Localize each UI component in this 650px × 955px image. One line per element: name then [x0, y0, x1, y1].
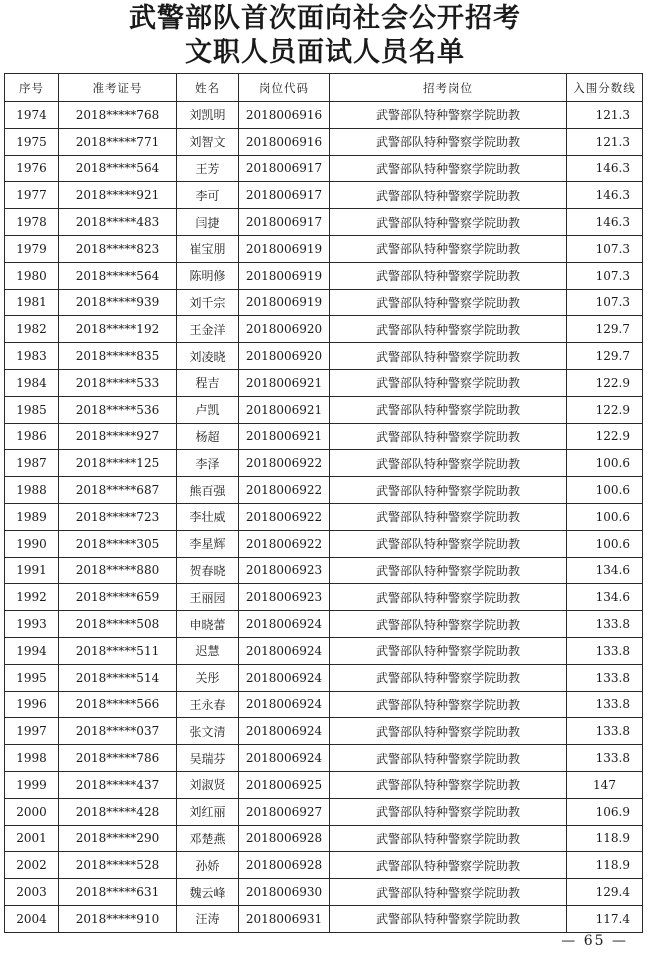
cell-seq: 1976	[5, 155, 59, 182]
cell-name: 王丽园	[177, 584, 239, 611]
cell-name: 熊百强	[177, 477, 239, 504]
header-position-code: 岗位代码	[239, 74, 330, 102]
cell-position: 武警部队特种警察学院助教	[330, 262, 567, 289]
cell-position: 武警部队特种警察学院助教	[330, 423, 567, 450]
cell-exam-no: 2018*****536	[59, 396, 177, 423]
cell-score: 146.3	[567, 182, 643, 209]
cell-position-code: 2018006921	[239, 396, 330, 423]
cell-position-code: 2018006922	[239, 477, 330, 504]
cell-position-code: 2018006922	[239, 530, 330, 557]
table-row	[5, 530, 643, 557]
cell-position-code: 2018006920	[239, 343, 330, 370]
cell-name: 李星辉	[177, 530, 239, 557]
cell-position: 武警部队特种警察学院助教	[330, 209, 567, 236]
cell-position-code: 2018006916	[239, 128, 330, 155]
cell-position-code: 2018006928	[239, 825, 330, 852]
cell-name: 魏云峰	[177, 879, 239, 906]
cell-seq: 1974	[5, 102, 59, 129]
cell-seq: 1996	[5, 691, 59, 718]
cell-name: 刘千宗	[177, 289, 239, 316]
cell-position: 武警部队特种警察学院助教	[330, 825, 567, 852]
table-row	[5, 879, 643, 906]
cell-name: 崔宝朋	[177, 235, 239, 262]
page-number: — 65 —	[561, 933, 628, 949]
cell-position-code: 2018006931	[239, 905, 330, 932]
cell-position-code: 2018006917	[239, 155, 330, 182]
cell-score: 107.3	[567, 262, 643, 289]
cell-score: 146.3	[567, 209, 643, 236]
cell-position-code: 2018006924	[239, 745, 330, 772]
cell-exam-no: 2018*****771	[59, 128, 177, 155]
header-seq: 序号	[5, 74, 59, 102]
cell-position: 武警部队特种警察学院助教	[330, 745, 567, 772]
cell-seq: 1997	[5, 718, 59, 745]
cell-exam-no: 2018*****910	[59, 905, 177, 932]
table-row	[5, 396, 643, 423]
cell-name: 刘凌晓	[177, 343, 239, 370]
cell-exam-no: 2018*****723	[59, 503, 177, 530]
cell-name: 吴瑞芬	[177, 745, 239, 772]
cell-position-code: 2018006919	[239, 289, 330, 316]
cell-position-code: 2018006925	[239, 771, 330, 798]
cell-score: 133.8	[567, 745, 643, 772]
cell-score: 106.9	[567, 798, 643, 825]
cell-exam-no: 2018*****528	[59, 852, 177, 879]
cell-name: 李壮威	[177, 503, 239, 530]
cell-position: 武警部队特种警察学院助教	[330, 503, 567, 530]
cell-score: 147	[567, 771, 643, 798]
cell-name: 陈明修	[177, 262, 239, 289]
cell-seq: 1993	[5, 611, 59, 638]
cell-score: 100.6	[567, 450, 643, 477]
cell-seq: 1980	[5, 262, 59, 289]
cell-seq: 2002	[5, 852, 59, 879]
table-row	[5, 343, 643, 370]
cell-position-code: 2018006921	[239, 423, 330, 450]
cell-position-code: 2018006920	[239, 316, 330, 343]
cell-seq: 1977	[5, 182, 59, 209]
cell-exam-no: 2018*****566	[59, 691, 177, 718]
cell-exam-no: 2018*****880	[59, 557, 177, 584]
cell-position: 武警部队特种警察学院助教	[330, 450, 567, 477]
cell-position-code: 2018006928	[239, 852, 330, 879]
cell-name: 王金洋	[177, 316, 239, 343]
cell-position: 武警部队特种警察学院助教	[330, 477, 567, 504]
cell-position-code: 2018006921	[239, 369, 330, 396]
cell-position: 武警部队特种警察学院助教	[330, 369, 567, 396]
cell-position-code: 2018006923	[239, 557, 330, 584]
cell-score: 122.9	[567, 396, 643, 423]
cell-seq: 1995	[5, 664, 59, 691]
cell-position-code: 2018006917	[239, 209, 330, 236]
table-row	[5, 637, 643, 664]
table-row	[5, 316, 643, 343]
cell-score: 100.6	[567, 530, 643, 557]
table-row	[5, 825, 643, 852]
cell-position-code: 2018006930	[239, 879, 330, 906]
cell-exam-no: 2018*****428	[59, 798, 177, 825]
cell-name: 卢凯	[177, 396, 239, 423]
cell-name: 刘红丽	[177, 798, 239, 825]
cell-score: 117.4	[567, 905, 643, 932]
cell-position: 武警部队特种警察学院助教	[330, 905, 567, 932]
cell-position: 武警部队特种警察学院助教	[330, 718, 567, 745]
cell-position-code: 2018006917	[239, 182, 330, 209]
cell-score: 129.4	[567, 879, 643, 906]
cell-score: 107.3	[567, 235, 643, 262]
table-row	[5, 798, 643, 825]
cell-seq: 1978	[5, 209, 59, 236]
cell-exam-no: 2018*****508	[59, 611, 177, 638]
cell-exam-no: 2018*****921	[59, 182, 177, 209]
table-row	[5, 503, 643, 530]
cell-position-code: 2018006924	[239, 611, 330, 638]
cell-position-code: 2018006922	[239, 503, 330, 530]
cell-name: 迟慧	[177, 637, 239, 664]
cell-name: 刘淑贤	[177, 771, 239, 798]
cell-name: 王芳	[177, 155, 239, 182]
cell-position: 武警部队特种警察学院助教	[330, 771, 567, 798]
cell-position: 武警部队特种警察学院助教	[330, 343, 567, 370]
cell-score: 146.3	[567, 155, 643, 182]
cell-score: 133.8	[567, 664, 643, 691]
table-row	[5, 745, 643, 772]
cell-exam-no: 2018*****037	[59, 718, 177, 745]
table-row	[5, 771, 643, 798]
table-row	[5, 584, 643, 611]
cell-seq: 1984	[5, 369, 59, 396]
cell-name: 刘凯明	[177, 102, 239, 129]
cell-name: 贺春晓	[177, 557, 239, 584]
cell-position-code: 2018006922	[239, 450, 330, 477]
cell-seq: 2004	[5, 905, 59, 932]
cell-seq: 1979	[5, 235, 59, 262]
table-row	[5, 852, 643, 879]
cell-seq: 1985	[5, 396, 59, 423]
cell-position-code: 2018006924	[239, 637, 330, 664]
cell-position: 武警部队特种警察学院助教	[330, 557, 567, 584]
table-row	[5, 128, 643, 155]
cell-position: 武警部队特种警察学院助教	[330, 396, 567, 423]
cell-name: 申晓蕾	[177, 611, 239, 638]
cell-position: 武警部队特种警察学院助教	[330, 128, 567, 155]
cell-position: 武警部队特种警察学院助教	[330, 691, 567, 718]
cell-seq: 2003	[5, 879, 59, 906]
cell-score: 100.6	[567, 477, 643, 504]
table-row	[5, 477, 643, 504]
cell-exam-no: 2018*****927	[59, 423, 177, 450]
cell-position: 武警部队特种警察学院助教	[330, 155, 567, 182]
cell-position: 武警部队特种警察学院助教	[330, 530, 567, 557]
cell-position-code: 2018006924	[239, 691, 330, 718]
cell-score: 129.7	[567, 343, 643, 370]
cell-exam-no: 2018*****192	[59, 316, 177, 343]
table-header-row	[5, 74, 643, 102]
cell-exam-no: 2018*****786	[59, 745, 177, 772]
cell-seq: 1988	[5, 477, 59, 504]
cell-name: 邓楚燕	[177, 825, 239, 852]
cell-seq: 1991	[5, 557, 59, 584]
cell-position: 武警部队特种警察学院助教	[330, 879, 567, 906]
cell-exam-no: 2018*****514	[59, 664, 177, 691]
cell-exam-no: 2018*****823	[59, 235, 177, 262]
cell-name: 关彤	[177, 664, 239, 691]
interview-roster-table	[4, 73, 643, 933]
cell-exam-no: 2018*****437	[59, 771, 177, 798]
table-body	[5, 102, 643, 933]
cell-name: 刘智文	[177, 128, 239, 155]
table-row	[5, 557, 643, 584]
cell-score: 121.3	[567, 128, 643, 155]
table-row	[5, 691, 643, 718]
table-row	[5, 611, 643, 638]
cell-score: 100.6	[567, 503, 643, 530]
cell-name: 李可	[177, 182, 239, 209]
table-row	[5, 718, 643, 745]
cell-seq: 1987	[5, 450, 59, 477]
table-row	[5, 450, 643, 477]
table-row	[5, 369, 643, 396]
cell-exam-no: 2018*****564	[59, 155, 177, 182]
cell-exam-no: 2018*****835	[59, 343, 177, 370]
cell-seq: 1994	[5, 637, 59, 664]
cell-seq: 1982	[5, 316, 59, 343]
header-position: 招考岗位	[330, 74, 567, 102]
cell-name: 李泽	[177, 450, 239, 477]
cell-seq: 2000	[5, 798, 59, 825]
cell-seq: 2001	[5, 825, 59, 852]
cell-exam-no: 2018*****533	[59, 369, 177, 396]
cell-position: 武警部队特种警察学院助教	[330, 235, 567, 262]
cell-seq: 1989	[5, 503, 59, 530]
table-row	[5, 423, 643, 450]
cell-exam-no: 2018*****659	[59, 584, 177, 611]
cell-name: 孙娇	[177, 852, 239, 879]
cell-name: 张文清	[177, 718, 239, 745]
cell-exam-no: 2018*****768	[59, 102, 177, 129]
cell-name: 王永春	[177, 691, 239, 718]
table-row	[5, 235, 643, 262]
cell-score: 133.8	[567, 611, 643, 638]
header-name: 姓名	[177, 74, 239, 102]
cell-score: 107.3	[567, 289, 643, 316]
cell-score: 122.9	[567, 369, 643, 396]
cell-exam-no: 2018*****687	[59, 477, 177, 504]
cell-position-code: 2018006924	[239, 718, 330, 745]
cell-position: 武警部队特种警察学院助教	[330, 584, 567, 611]
cell-score: 133.8	[567, 718, 643, 745]
cell-exam-no: 2018*****125	[59, 450, 177, 477]
cell-position-code: 2018006919	[239, 262, 330, 289]
cell-seq: 1986	[5, 423, 59, 450]
cell-name: 程吉	[177, 369, 239, 396]
cell-seq: 1990	[5, 530, 59, 557]
table-row	[5, 262, 643, 289]
table-row	[5, 664, 643, 691]
document-title-line-2: 文职人员面试人员名单	[185, 37, 465, 68]
cell-score: 118.9	[567, 825, 643, 852]
table-row	[5, 155, 643, 182]
cell-name: 杨超	[177, 423, 239, 450]
document-title-line-1: 武警部队首次面向社会公开招考	[129, 3, 521, 34]
cell-score: 122.9	[567, 423, 643, 450]
cell-seq: 1992	[5, 584, 59, 611]
cell-exam-no: 2018*****305	[59, 530, 177, 557]
cell-score: 134.6	[567, 557, 643, 584]
cell-position-code: 2018006927	[239, 798, 330, 825]
cell-position: 武警部队特种警察学院助教	[330, 316, 567, 343]
cell-position: 武警部队特种警察学院助教	[330, 852, 567, 879]
table-row	[5, 182, 643, 209]
cell-seq: 1981	[5, 289, 59, 316]
cell-score: 134.6	[567, 584, 643, 611]
cell-position: 武警部队特种警察学院助教	[330, 611, 567, 638]
table-row	[5, 289, 643, 316]
cell-position-code: 2018006916	[239, 102, 330, 129]
cell-score: 121.3	[567, 102, 643, 129]
cell-score: 118.9	[567, 852, 643, 879]
cell-score: 133.8	[567, 691, 643, 718]
cell-seq: 1999	[5, 771, 59, 798]
table-row	[5, 102, 643, 129]
table-row	[5, 209, 643, 236]
cell-position-code: 2018006923	[239, 584, 330, 611]
cell-position: 武警部队特种警察学院助教	[330, 798, 567, 825]
cell-exam-no: 2018*****631	[59, 879, 177, 906]
cell-name: 汪涛	[177, 905, 239, 932]
cell-position-code: 2018006924	[239, 664, 330, 691]
table-row	[5, 905, 643, 932]
cell-position: 武警部队特种警察学院助教	[330, 289, 567, 316]
cell-seq: 1975	[5, 128, 59, 155]
cell-score: 133.8	[567, 637, 643, 664]
cell-exam-no: 2018*****290	[59, 825, 177, 852]
cell-exam-no: 2018*****939	[59, 289, 177, 316]
header-exam-no: 准考证号	[59, 74, 177, 102]
cell-exam-no: 2018*****564	[59, 262, 177, 289]
cell-seq: 1998	[5, 745, 59, 772]
cell-position: 武警部队特种警察学院助教	[330, 664, 567, 691]
cell-exam-no: 2018*****511	[59, 637, 177, 664]
cell-seq: 1983	[5, 343, 59, 370]
header-score: 入围分数线	[567, 74, 643, 102]
cell-exam-no: 2018*****483	[59, 209, 177, 236]
cell-position: 武警部队特种警察学院助教	[330, 182, 567, 209]
cell-position: 武警部队特种警察学院助教	[330, 637, 567, 664]
cell-position-code: 2018006919	[239, 235, 330, 262]
cell-name: 闫捷	[177, 209, 239, 236]
cell-position: 武警部队特种警察学院助教	[330, 102, 567, 129]
cell-score: 129.7	[567, 316, 643, 343]
